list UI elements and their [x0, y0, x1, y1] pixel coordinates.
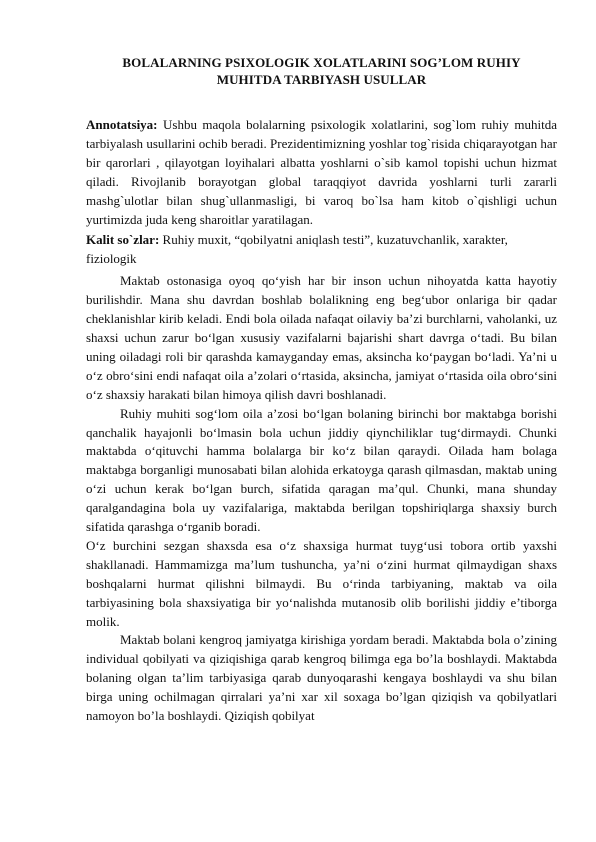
abstract-paragraph — [86, 116, 557, 229]
body-paragraph-1: Maktab ostonasiga oyoq qo‘yish har bir inson uchun nihoyatda katta hayotiy burilishdir. Mana shu davrdan boshlab bolalikning eng beg‘ubor onlariga bir qadar cheklanishlar kirib keladi. Endi bola oilada nafaqat oilaviy ba’zi burchlarni, vaholanki, uz shaxsi uchun zarur bo‘lgan xususiy vazifalarni bajarishi shart davrga o‘tadi. Bu bilan uning oiladagi roli bir qarashda kamayganday emas, aksincha ko‘paygan bo‘ladi. Ya’ni u o‘z obro‘sini endi nafaqat oila a’zolari o‘rtasida, aksincha, jamiyat o‘rtasida oila obro‘sini o‘z shaxsiy harakati bilan himoya qilish davri boshlanadi. — [86, 273, 557, 402]
keywords-text: Ruhiy muxit, “qobilyatni aniqlash testi”, kuzatuvchanlik, xarakter, fiziologik — [86, 232, 508, 267]
article-title — [86, 54, 557, 88]
title-line-1: BOLALARNING PSIXOLOGIK XOLATLARINI SOG’LOM RUHIY — [122, 55, 521, 70]
document-page — [86, 54, 557, 726]
keywords-label: Kalit so`zlar: — [86, 232, 160, 248]
body-paragraph-3: O‘z burchini sezgan shaxsda esa o‘z shaxsiga hurmat tuyg‘usi tobora ortib yaxshi shakllanadi. Hammamizga ma’lum tushuncha, ya’ni o‘zini hurmat qilmaydigan shaxs boshqalarni hurmat qilishni bilmaydi. Bu o‘rinda tarbiyaning, maktab va oila tarbiyasining bola shaxsiyatiga bir yo‘nalishda mutanosib olib borilishi jiddiy e’tiborga molik. — [86, 537, 557, 629]
body-paragraph-2: Ruhiy muhiti sog‘lom oila a’zosi bo‘lgan bolaning birinchi bor maktabga borishi qanchalik hayajonli bo‘lmasin bola uchun jiddiy qiynchiliklar tug‘dirmaydi. Chunki maktabda o‘qituvchi hamma bolalarga bir ko‘z bilan qaraydi. Oilada ham bolaga maktabga borganligi munosabati bilan alohida erkatoyga qarash qilmasdan, maktab uning o‘zi uchun kerak bo‘lgan burch, sifatida qaragan ma’qul. Chunki, mana shunday qaralgandagina bola uy vazifalariga, maktabda berilgan topshiriqlarga shaxsiy burch sifatida qarashga o‘rganib boradi. — [86, 405, 557, 535]
body-paragraph-4: Maktab bolani kengroq jamiyatga kirishiga yordam beradi. Maktabda bola o’zining individual qobilyati va qiziqishiga qarab kengroq bilimga ega bo’la boshlaydi. Maktabda bolaning olgan ta’lim tarbiyasiga qarab dunyoqarashi kengaya boshlaydi va shu bilan birga uning ochilmagan qirralari ya’ni xar xil soxaga bo’lgan qiziqish va qobilyatlari namoyon bo’la boshlaydi. Qiziqish qobilyat — [86, 632, 557, 724]
abstract-text: Ushbu maqola bolalarning psixologik xolatlarini, sog`lom ruhiy muhitda tarbiyalash usullarini ochib beradi. Prezidentimizning yoshlar tog`risida chiqarayotgan har bir qarorlari , qilayotgan loyihalari albatta yoshlarni o`sib kamol topishi uchun hizmat qiladi. Rivojlanib borayotgan global taraqqiyot davrida yoshlarni turli zararli mashg`ulotlar bilan shug`ullanmasligi, bi varoq bo`lsa ham kitob o`qishligi uchun yurtimizda juda keng sharoitlar yaratilagan. — [86, 117, 557, 227]
abstract-label: Annotatsiya: — [86, 117, 158, 132]
title-line-2: MUHITDA TARBIYASH USULLAR — [216, 72, 427, 87]
keywords-paragraph — [86, 231, 557, 269]
